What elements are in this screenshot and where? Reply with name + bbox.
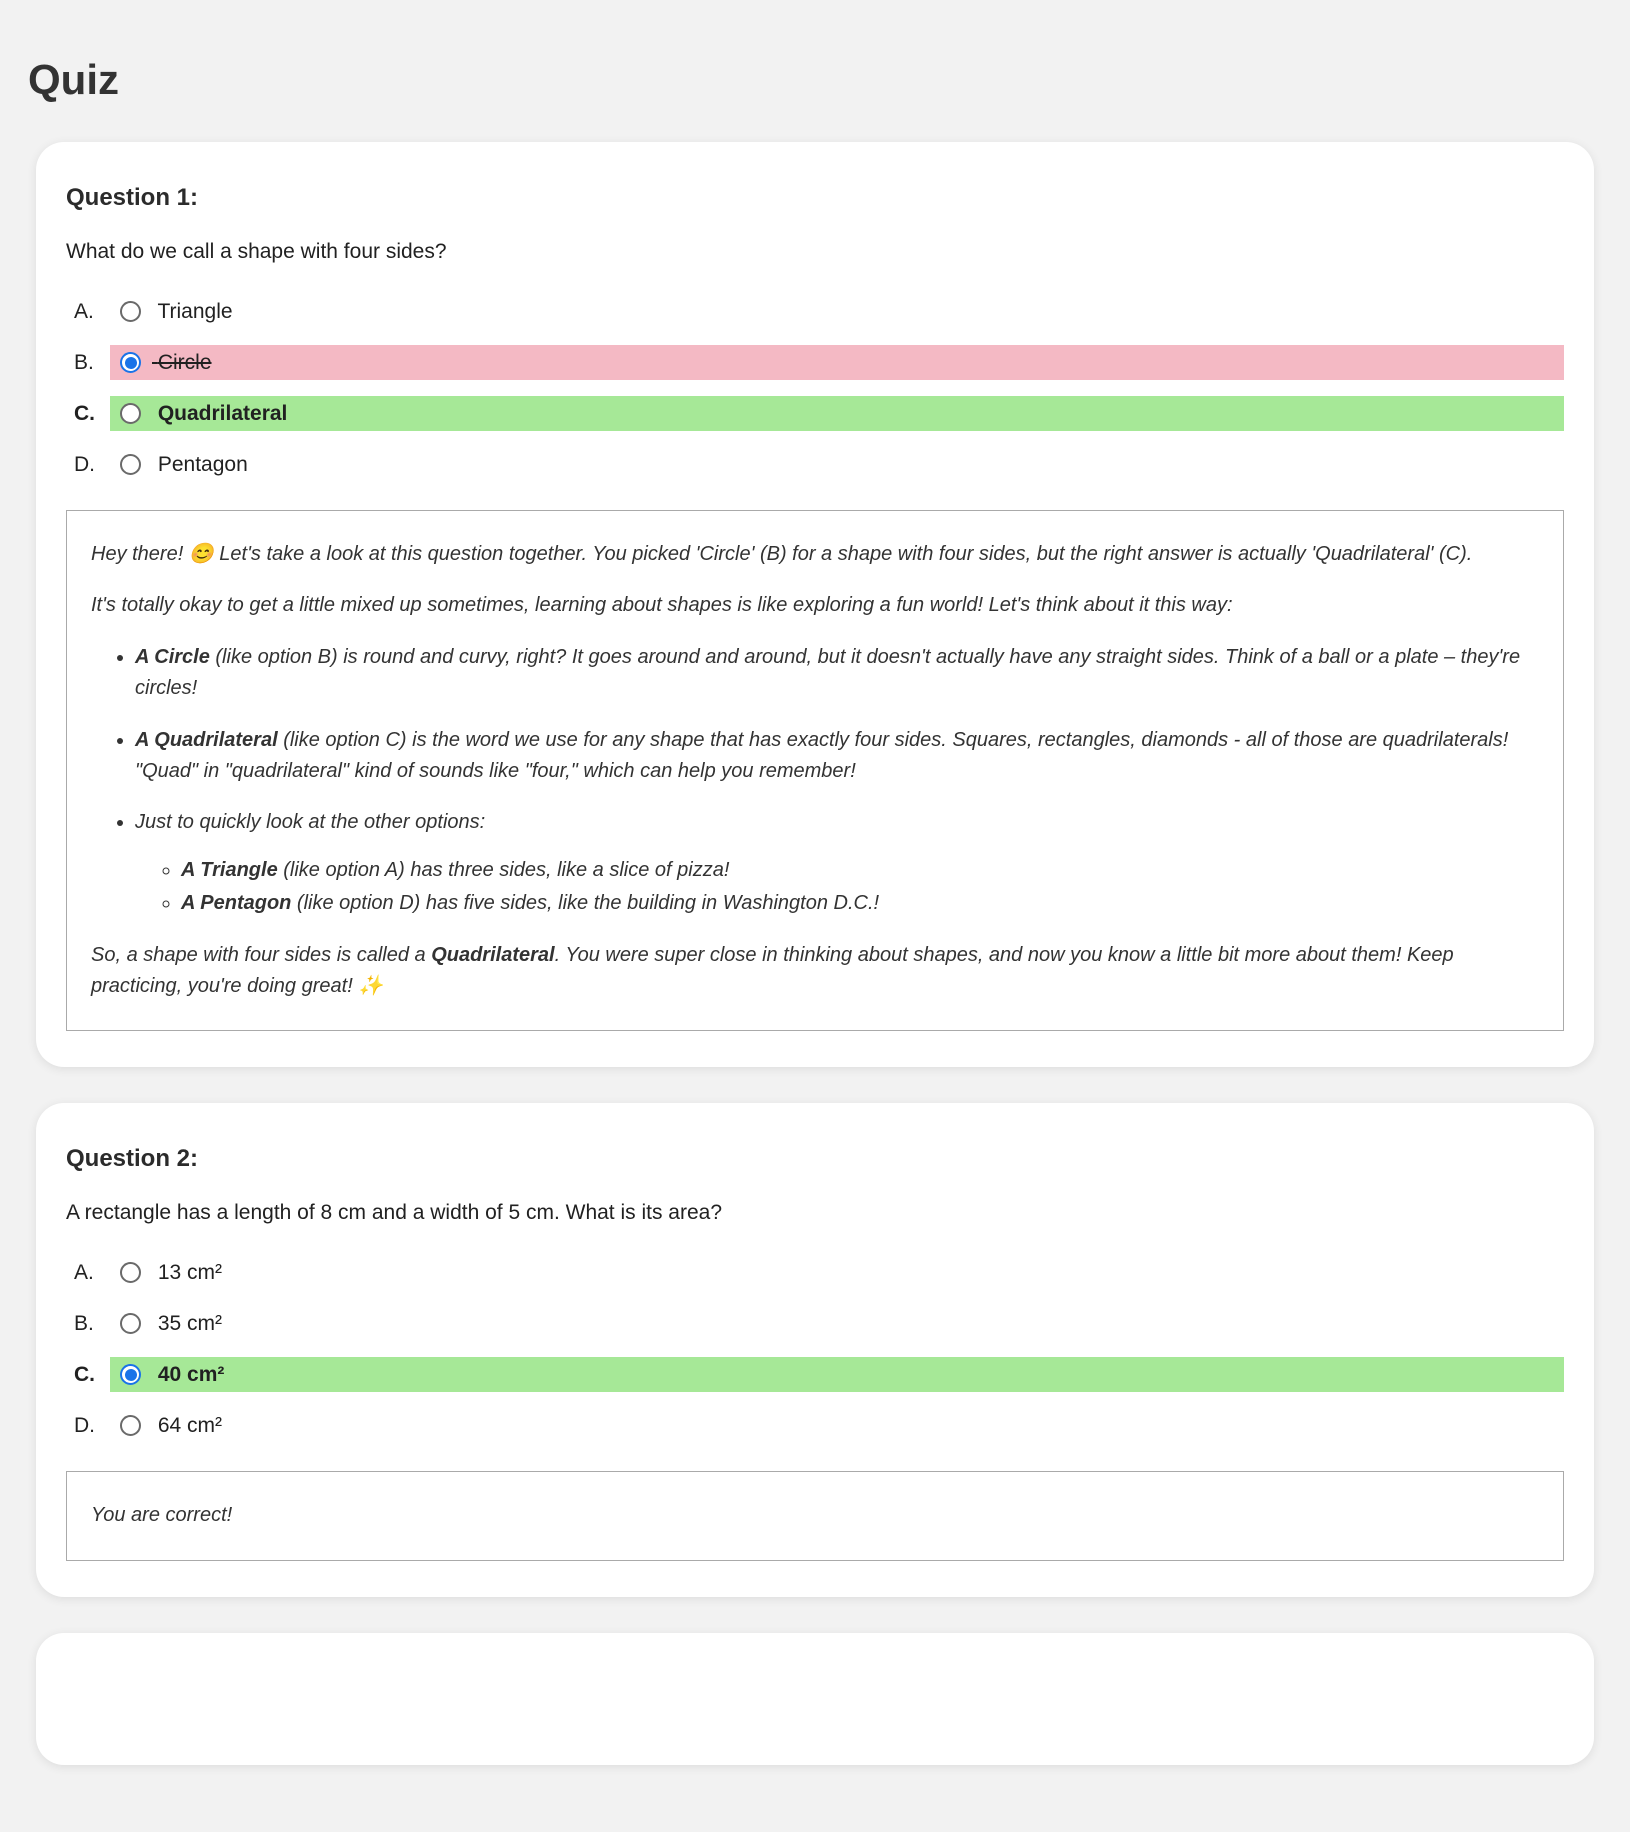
option-letter: A. bbox=[74, 1260, 94, 1284]
option-row-d bbox=[74, 447, 1564, 482]
option-row-d bbox=[74, 1408, 1564, 1443]
option-letter: D. bbox=[74, 1413, 95, 1437]
feedback-box-question-2 bbox=[66, 1471, 1564, 1560]
radio-button-icon[interactable] bbox=[120, 301, 141, 322]
radio-button-selected-icon[interactable] bbox=[120, 352, 141, 373]
option-circle-incorrect-selected[interactable] bbox=[110, 345, 1564, 380]
option-letter: C. bbox=[74, 401, 95, 425]
option-35cm2[interactable] bbox=[110, 1306, 1564, 1341]
question-2-text: A rectangle has a length of 8 cm and a width of 5 cm. What is its area? bbox=[66, 1201, 723, 1225]
feedback-paragraph-1: Hey there! 😊 Let's take a look at this question together. You picked 'Circle' (B) for a shape with four sides, but the right answer is actually 'Quadrilateral' (C). bbox=[91, 543, 1473, 565]
option-label: 13 cm² bbox=[157, 1261, 223, 1285]
feedback-bullet-other-options: • Just to quickly look at the other options: ◦ A Triangle (like option A) has three sides, like a slice of pizza! ◦ A Pentagon (like option D) has five sides, like the building in Washington D.C.! bbox=[135, 807, 1539, 919]
question-1-text: What do we call a shape with four sides? bbox=[66, 240, 447, 263]
option-row-b bbox=[74, 1306, 1564, 1341]
radio-button-icon[interactable] bbox=[120, 1415, 141, 1436]
feedback-bullet-list bbox=[91, 642, 1539, 920]
feedback-sub-bullet-triangle: ◦ A Triangle (like option A) has three sides, like a slice of pizza! bbox=[181, 855, 1539, 886]
option-letter: B. bbox=[74, 1311, 94, 1335]
option-row-c bbox=[74, 1357, 1564, 1392]
option-label: Triangle bbox=[157, 300, 233, 323]
option-letter: B. bbox=[74, 350, 94, 374]
question-2-heading: Question 2: bbox=[66, 1145, 199, 1173]
question-3-card-partial bbox=[36, 1633, 1594, 1765]
option-pentagon[interactable] bbox=[110, 447, 1564, 482]
radio-button-selected-icon[interactable] bbox=[120, 1364, 141, 1385]
feedback-correct-message: You are correct! bbox=[91, 1504, 233, 1527]
option-label: 40 cm² bbox=[157, 1363, 225, 1387]
page-title: Quiz bbox=[28, 56, 119, 103]
option-row-b bbox=[74, 345, 1564, 380]
feedback-bullet-quadrilateral: • A Quadrilateral (like option C) is the word we use for any shape that has exactly four sides. Squares, rectangles, diamonds - all of those are quadrilaterals! "Quad" in "quadrilateral" kind of sounds like "four," which can help you remember! bbox=[135, 725, 1539, 788]
option-letter: D. bbox=[74, 452, 95, 476]
question-2-card bbox=[36, 1103, 1594, 1596]
feedback-closing-paragraph: So, a shape with four sides is called a Quadrilateral. You were super close in thinking about shapes, and now you know a little bit more about them! Keep practicing, you're doing great! ✨ bbox=[91, 943, 1454, 997]
option-label: 64 cm² bbox=[157, 1414, 223, 1438]
option-label: Circle bbox=[157, 351, 212, 374]
radio-button-icon[interactable] bbox=[120, 403, 141, 424]
option-label: 35 cm² bbox=[157, 1312, 223, 1336]
option-letter: A. bbox=[74, 299, 94, 323]
question-1-card bbox=[36, 142, 1594, 1067]
option-triangle[interactable] bbox=[110, 294, 1564, 329]
option-row-a bbox=[74, 294, 1564, 329]
option-13cm2[interactable] bbox=[110, 1255, 1564, 1290]
question-1-heading: Question 1: bbox=[66, 184, 199, 211]
option-letter: C. bbox=[74, 1362, 95, 1386]
feedback-bullet-circle: • A Circle (like option B) is round and curvy, right? It goes around and around, but it doesn't actually have any straight sides. Think of a ball or a plate – they're circles! bbox=[135, 642, 1539, 705]
option-label: Pentagon bbox=[157, 453, 248, 476]
question-1-options bbox=[66, 294, 1564, 482]
feedback-sub-bullet-list bbox=[135, 855, 1539, 920]
option-label: Quadrilateral bbox=[157, 402, 288, 425]
feedback-sub-bullet-pentagon: ◦ A Pentagon (like option D) has five sides, like the building in Washington D.C.! bbox=[181, 888, 1539, 919]
option-64cm2[interactable] bbox=[110, 1408, 1564, 1443]
feedback-paragraph-2: It's totally okay to get a little mixed up sometimes, learning about shapes is like exploring a fun world! Let's think about it this way: bbox=[91, 594, 1233, 617]
option-row-a bbox=[74, 1255, 1564, 1290]
radio-button-icon[interactable] bbox=[120, 1262, 141, 1283]
radio-button-icon[interactable] bbox=[120, 1313, 141, 1334]
option-40cm2-correct-selected[interactable] bbox=[110, 1357, 1564, 1392]
radio-button-icon[interactable] bbox=[120, 454, 141, 475]
option-quadrilateral-correct[interactable] bbox=[110, 396, 1564, 431]
question-2-options bbox=[66, 1255, 1564, 1443]
feedback-box-question-1 bbox=[66, 510, 1564, 1031]
option-row-c bbox=[74, 396, 1564, 431]
